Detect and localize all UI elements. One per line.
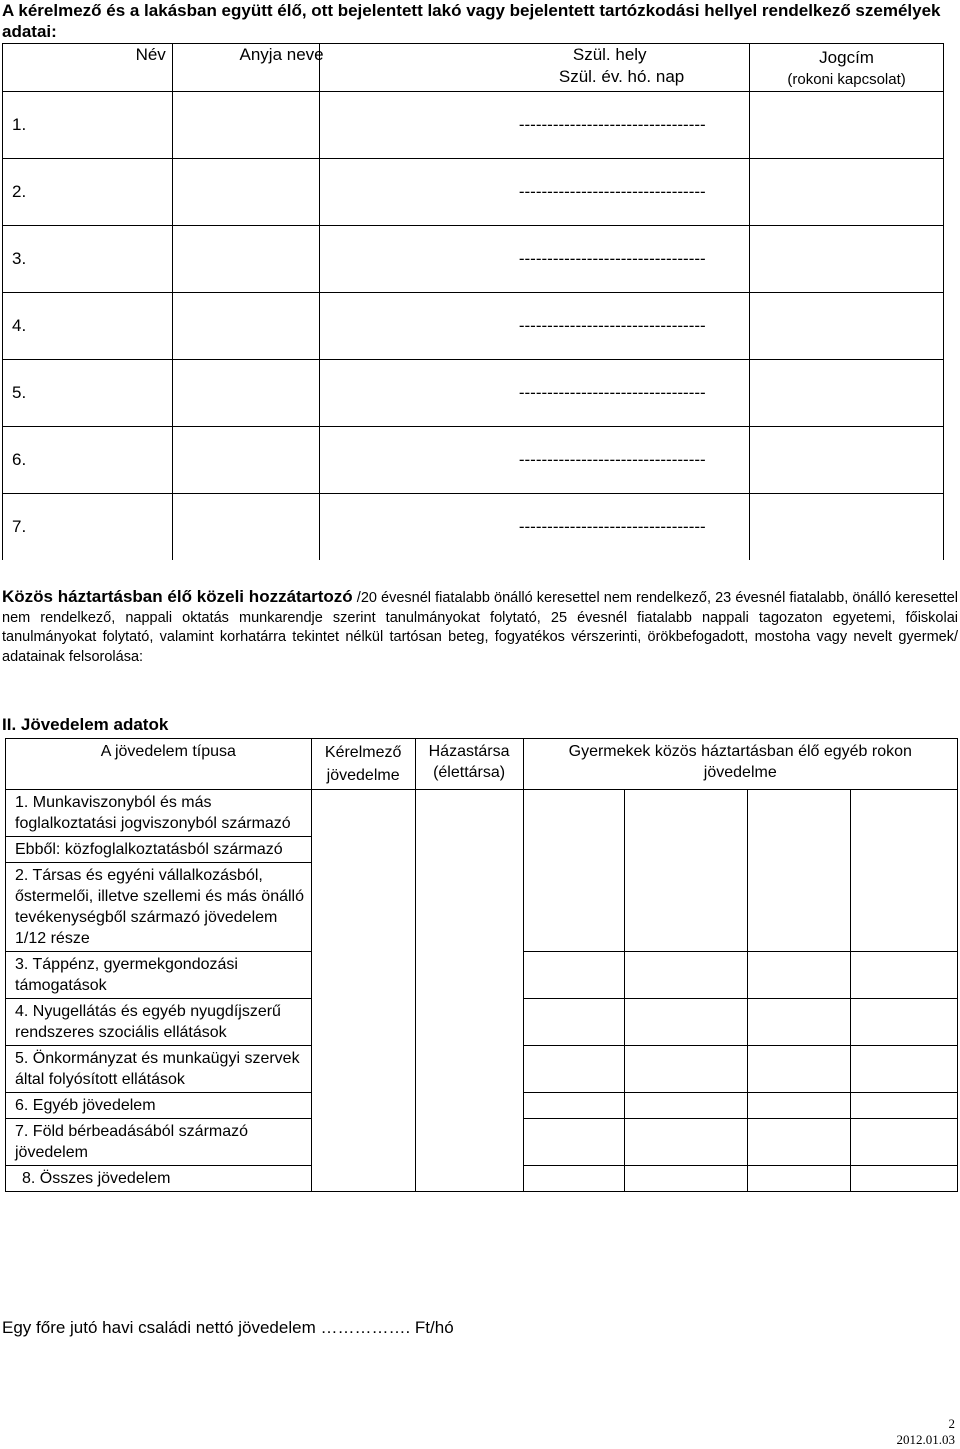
mother-name-cell[interactable] <box>172 159 319 226</box>
child-income-cell[interactable] <box>625 999 748 1046</box>
income-type-label: 2. Társas és egyéni vállalkozásból, őstermelői, illetve szellemi és más önálló tevékenységből származó jövedelem 1/12 része <box>6 863 312 952</box>
income-type-label: 4. Nyugellátás és egyéb nyugdíjszerű rendszeres szociális ellátások <box>6 999 312 1046</box>
child-income-cell[interactable] <box>851 790 958 837</box>
child-income-cell[interactable] <box>748 1093 851 1119</box>
child-income-cell[interactable] <box>851 952 958 999</box>
header-birth-place: Szül. hely <box>572 45 647 64</box>
child-income-cell[interactable] <box>851 863 958 952</box>
mother-name-cell[interactable] <box>172 427 319 494</box>
per-capita-income-line: Egy főre jutó havi családi nettó jövedelem ……………. Ft/hó <box>2 1318 454 1337</box>
document-date: 2012.01.03 <box>896 1432 955 1447</box>
title-cell[interactable] <box>750 226 944 293</box>
row-dash: --------------------------------- <box>515 159 750 226</box>
paragraph-text: /20 évesnél fiatalabb önálló keresettel nem rendelkező, 23 évesnél fiatalabb, önálló keresettel nem rendelkező, nappali oktatás munkarendje szerint tanulmányokat folytató, 25 évesnél fiatalabb nappali tagozaton egyetemi, főiskolai tanulmányokat folytató, valamint korhatárra tekintet nélkül tartósan beteg, fogyatékos vérszerinti, örökbefogadott, mostoha vagy nevelt gyermek/ adatainak felsorolása: <box>2 590 958 665</box>
birth-place-cell[interactable] <box>319 293 515 360</box>
income-table <box>5 738 958 1192</box>
title-cell[interactable] <box>750 293 944 360</box>
child-income-cell[interactable] <box>851 1166 958 1192</box>
row-number: 2. <box>3 159 173 226</box>
person-row <box>3 360 944 427</box>
income-type-label: 3. Táppénz, gyermekgondozási támogatások <box>6 952 312 999</box>
child-income-cell[interactable] <box>851 999 958 1046</box>
header-children-income: Gyermekek közös háztartásban élő egyéb rokon jövedelme <box>523 739 957 790</box>
income-type-label: 1. Munkaviszonyból és más foglalkoztatási jogviszonyból származó <box>6 790 312 837</box>
child-income-cell[interactable] <box>523 863 625 952</box>
title-cell[interactable] <box>750 92 944 159</box>
income-type-label: Ebből: közfoglalkoztatásból származó <box>6 837 312 863</box>
child-income-cell[interactable] <box>523 1119 625 1166</box>
child-income-cell[interactable] <box>523 1166 625 1192</box>
title-cell[interactable] <box>750 360 944 427</box>
applicant-income-cell[interactable] <box>311 790 415 1192</box>
title-cell[interactable] <box>750 159 944 226</box>
person-row <box>3 427 944 494</box>
header-title: Jogcím <box>819 48 874 67</box>
person-row <box>3 159 944 226</box>
title-cell[interactable] <box>750 494 944 561</box>
row-number: 1. <box>3 92 173 159</box>
child-income-cell[interactable] <box>523 999 625 1046</box>
child-income-cell[interactable] <box>625 952 748 999</box>
birth-place-cell[interactable] <box>319 427 515 494</box>
paragraph-lead: Közös háztartásban élő közeli hozzátartozó <box>2 587 353 606</box>
child-income-cell[interactable] <box>625 1119 748 1166</box>
child-income-cell[interactable] <box>625 863 748 952</box>
child-income-cell[interactable] <box>523 1046 625 1093</box>
child-income-cell[interactable] <box>851 1093 958 1119</box>
mother-name-cell[interactable] <box>172 226 319 293</box>
row-number: 5. <box>3 360 173 427</box>
child-income-cell[interactable] <box>851 1046 958 1093</box>
row-dash: --------------------------------- <box>515 92 750 159</box>
header-mother-name: Anyja neve <box>239 45 324 64</box>
row-number: 3. <box>3 226 173 293</box>
birth-place-cell[interactable] <box>319 226 515 293</box>
child-income-cell[interactable] <box>748 837 851 863</box>
birth-place-cell[interactable] <box>319 494 515 561</box>
title-cell[interactable] <box>750 427 944 494</box>
child-income-cell[interactable] <box>748 1119 851 1166</box>
row-number: 4. <box>3 293 173 360</box>
header-title-sub: (rokoni kapcsolat) <box>787 71 906 88</box>
row-dash: --------------------------------- <box>515 427 750 494</box>
birth-place-cell[interactable] <box>319 92 515 159</box>
row-number: 6. <box>3 427 173 494</box>
child-income-cell[interactable] <box>625 1093 748 1119</box>
child-income-cell[interactable] <box>523 790 625 837</box>
child-income-cell[interactable] <box>748 999 851 1046</box>
child-income-cell[interactable] <box>625 1046 748 1093</box>
child-income-cell[interactable] <box>625 1166 748 1192</box>
income-row <box>6 790 958 837</box>
mother-name-cell[interactable] <box>172 293 319 360</box>
person-row <box>3 494 944 561</box>
mother-name-cell[interactable] <box>172 494 319 561</box>
child-income-cell[interactable] <box>748 790 851 837</box>
person-row <box>3 92 944 159</box>
child-income-cell[interactable] <box>523 837 625 863</box>
row-dash: --------------------------------- <box>515 226 750 293</box>
person-row <box>3 226 944 293</box>
child-income-cell[interactable] <box>748 863 851 952</box>
header-income-type: A jövedelem típusa <box>6 739 312 790</box>
child-income-cell[interactable] <box>625 790 748 837</box>
page-footer <box>897 1416 956 1448</box>
spouse-income-cell[interactable] <box>415 790 523 1192</box>
income-type-label: 5. Önkormányzat és munkaügyi szervek által folyósított ellátások <box>6 1046 312 1093</box>
child-income-cell[interactable] <box>625 837 748 863</box>
header-spouse-income: Házastársa (élettársa) <box>415 739 523 790</box>
header-birth-date: Szül. év. hó. nap <box>558 67 685 86</box>
row-dash: --------------------------------- <box>515 360 750 427</box>
child-income-cell[interactable] <box>523 1093 625 1119</box>
income-type-label: 7. Föld bérbeadásából származó jövedelem <box>6 1119 312 1166</box>
child-income-cell[interactable] <box>851 1119 958 1166</box>
section-title: A kérelmező és a lakásban együtt élő, ott bejelentett lakó vagy bejelentett tartózkodási hellyel rendelkező személyek adatai: <box>2 1 941 41</box>
income-header-row <box>6 739 958 790</box>
birth-place-cell[interactable] <box>319 360 515 427</box>
income-type-label: 8. Összes jövedelem <box>6 1166 312 1192</box>
child-income-cell[interactable] <box>748 1166 851 1192</box>
row-number: 7. <box>3 494 173 561</box>
row-dash: --------------------------------- <box>515 293 750 360</box>
persons-table <box>2 43 944 560</box>
row-dash: --------------------------------- <box>515 494 750 561</box>
header-name: Név <box>135 45 166 64</box>
child-income-cell[interactable] <box>748 952 851 999</box>
child-income-cell[interactable] <box>748 1046 851 1093</box>
persons-header-row <box>3 44 944 92</box>
child-income-cell[interactable] <box>523 952 625 999</box>
mother-name-cell[interactable] <box>172 360 319 427</box>
income-section-title: II. Jövedelem adatok <box>2 715 169 734</box>
relatives-paragraph <box>2 587 958 667</box>
mother-name-cell[interactable] <box>172 92 319 159</box>
header-applicant-income: Kérelmező jövedelme <box>311 739 415 790</box>
child-income-cell[interactable] <box>851 837 958 863</box>
birth-place-cell[interactable] <box>319 159 515 226</box>
person-row <box>3 293 944 360</box>
income-type-label: 6. Egyéb jövedelem <box>6 1093 312 1119</box>
page-number: 2 <box>948 1416 955 1431</box>
